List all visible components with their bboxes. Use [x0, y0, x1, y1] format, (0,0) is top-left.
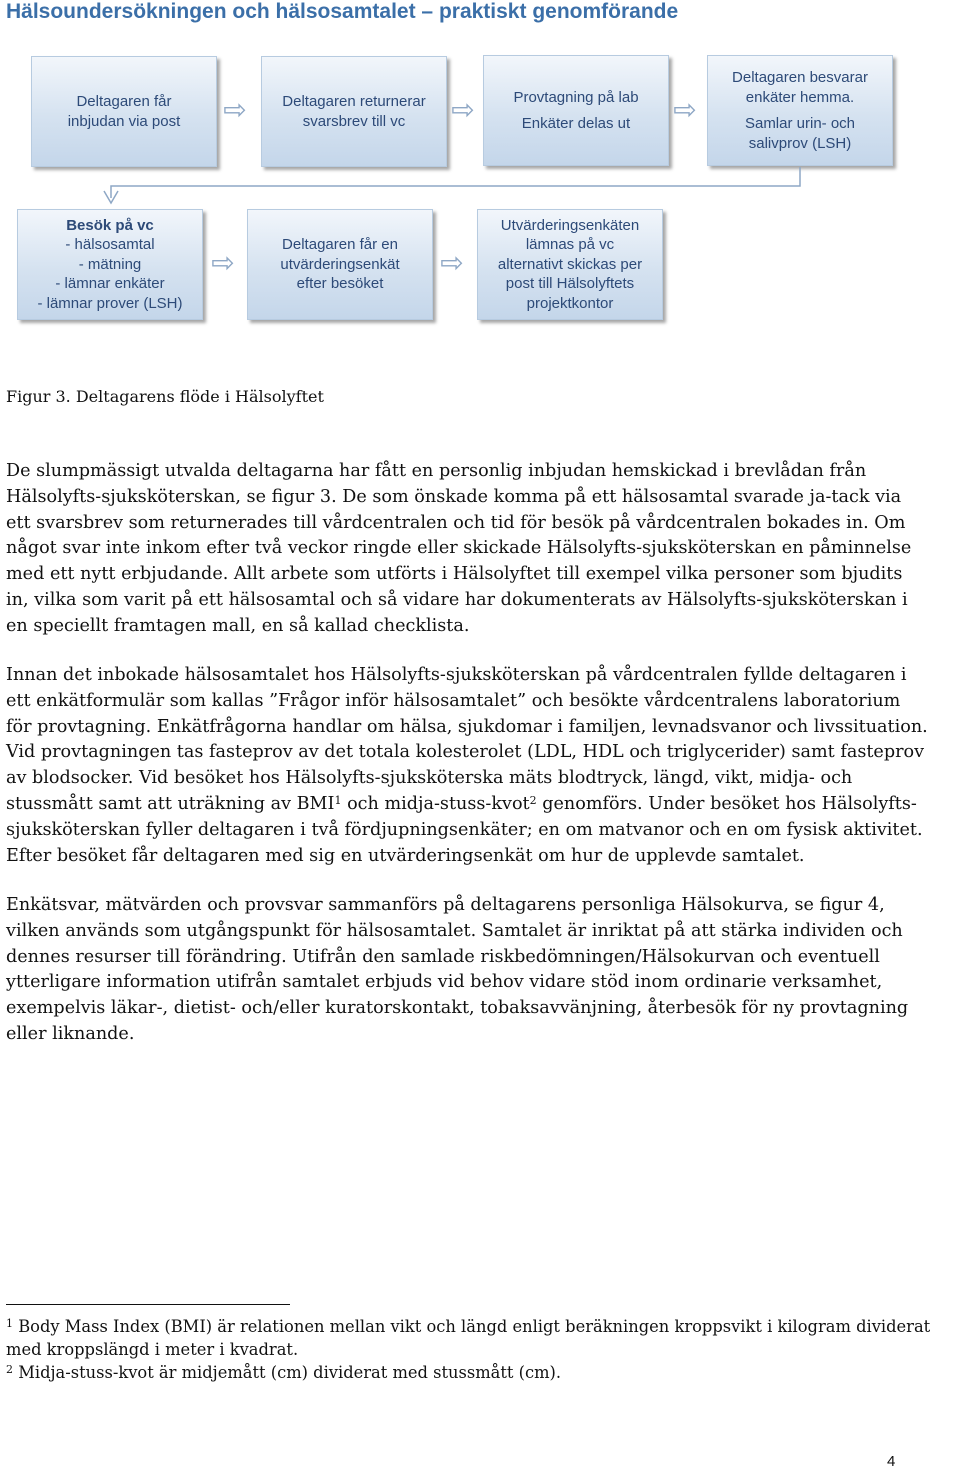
text-fragment: stussmått samt att uträkning av BMI	[6, 793, 335, 814]
text-fragment: och midja-stuss-kvot	[341, 793, 530, 814]
flow-box-text: enkäter hemma.	[745, 88, 855, 106]
flow-box-text: Deltagaren besvarar	[732, 69, 868, 86]
text-line: ett svarsbrev som returnerades till vårdcentralen och tid för besök på vårdcentralen bokades in. Om	[6, 512, 906, 533]
text-line: in, vilka som varit på ett hälsosamtal och så vidare har dokumenterats av Hälsolyfts-sjuksköterskan i	[6, 589, 908, 610]
footnote-ref-2: 2	[529, 793, 537, 807]
flow-box-text: - mätning	[78, 255, 142, 273]
flow-connector	[0, 0, 960, 220]
text-line: Efter besöket får deltagaren med sig en utvärderingsenkät om hur de upplevde samtalet.	[6, 845, 805, 866]
text-line: av blodsocker. Vid besöket hos Hälsolyfts-sjuksköterska mäts blodtryck, längd, vikt, midja- och	[6, 768, 853, 789]
page-number: 4	[887, 1453, 896, 1470]
footnote-2	[6, 1362, 956, 1385]
text-line: sjuksköterskan fyller deltagaren i två fördjupningsenkäter; en om matvanor och en om fysisk aktivitet.	[6, 819, 923, 840]
footnote-1	[6, 1316, 956, 1362]
flow-box-text: salivprov (LSH)	[748, 134, 852, 152]
flow-box-text: Provtagning på lab	[513, 88, 639, 106]
flow-box-text: - lämnar prover (LSH)	[37, 294, 183, 312]
footnote-text: Body Mass Index (BMI) är relationen mellan vikt och längd enligt beräkningen kroppsvikt i kilogram dividerat	[18, 1317, 931, 1336]
footnote-line	[6, 1316, 956, 1339]
footnote-divider	[6, 1304, 290, 1305]
footnote-line	[6, 1362, 956, 1385]
text-line-with-footnotes	[6, 792, 960, 818]
arrow-right-icon: ⇨	[223, 93, 247, 126]
flow-box-text: - hälsosamtal	[65, 236, 155, 254]
flow-box-submission	[477, 209, 663, 320]
footnote-marker: 2	[6, 1363, 13, 1376]
paragraph	[6, 893, 960, 1048]
text-line: eller liknande.	[6, 1023, 135, 1044]
arrow-right-icon: ⇨	[451, 93, 475, 126]
text-line: De slumpmässigt utvalda deltagarna har fått en personlig inbjudan hemskickad i brevlådan från	[6, 461, 867, 481]
paragraph	[6, 459, 960, 640]
flow-box-visit	[17, 209, 203, 320]
flow-box-text: - lämnar enkäter	[55, 275, 165, 293]
flow-box-text: post till Hälsolyftets	[505, 275, 635, 293]
flow-box-evaluation	[247, 209, 433, 320]
flow-box-text: Besök på vc	[66, 216, 154, 234]
arrow-right-icon: ⇨	[440, 246, 464, 279]
footnote-ref-1: 1	[334, 793, 342, 807]
flow-box-text: lämnas på vc	[525, 236, 615, 254]
flow-box-text: projektkontor	[526, 294, 614, 312]
arrow-right-icon: ⇨	[211, 246, 235, 279]
text-line: för provtagning. Enkätfrågorna handlar om hälsa, sjukdomar i familjen, levnadsvanor och livssituation.	[6, 716, 928, 737]
flow-box-text: Deltagaren returnerar	[282, 93, 426, 110]
flow-box-text: efter besöket	[296, 275, 384, 293]
text-line: Innan det inbokade hälsosamtalet hos Hälsolyfts-sjuksköterskan på vårdcentralen fyllde deltagaren i	[6, 665, 907, 685]
flow-box-text: Utvärderingsenkäten	[500, 216, 640, 234]
flow-box-text: Deltagaren får en	[282, 236, 398, 254]
arrow-right-icon: ⇨	[673, 93, 697, 126]
text-line: Vid provtagningen tas fasteprov av det totala kolesterolet (LDL, HDL och triglycerider) samt fasteprov	[6, 742, 925, 763]
flow-box-text: svarsbrev till vc	[302, 112, 406, 130]
text-fragment: genomförs. Under besöket hos Hälsolyfts-	[536, 793, 917, 814]
text-line: vilken används som utgångspunkt för hälsosamtalet. Samtalet är inriktat på att stärka individen och	[6, 920, 903, 941]
text-line: ytterligare information utifrån samtalet erbjuds vid behov vidare stöd inom ordinarie verksamhet,	[6, 972, 883, 993]
paragraph	[6, 663, 960, 869]
flow-box-text: Samlar urin- och	[744, 115, 856, 132]
text-line: exempelvis läkar-, dietist- och/eller kuratorskontakt, tobaksavvänjning, återbesök för ny provtagning	[6, 998, 909, 1019]
flow-box-text: Enkäter delas ut	[521, 115, 631, 132]
flow-box-text: inbjudan via post	[67, 112, 181, 130]
flow-box-text: Deltagaren får	[76, 93, 172, 110]
footnote-text: Midja-stuss-kvot är midjemått (cm) dividerat med stussmått (cm).	[18, 1363, 562, 1382]
footnote-line: med kroppslängd i meter i kvadrat.	[6, 1339, 299, 1359]
flow-box-text: alternativt skickas per	[497, 255, 643, 273]
text-line: något svar inte inkom efter två veckor ringde eller skickade Hälsolyfts-sjuksköterskan en påminnelse	[6, 538, 912, 559]
text-line: ett enkätformulär som kallas ”Frågor inför hälsosamtalet” och besökte vårdcentralens laboratorium	[6, 690, 901, 711]
page-title: Hälsoundersökningen och hälsosamtalet – praktiskt genomförande	[6, 0, 679, 23]
flow-box-text: utvärderingsenkät	[280, 255, 400, 273]
text-line: med ett nytt erbjudande. Allt arbete som utförts i Hälsolyftet till exempel vilka personer som bjudits	[6, 564, 903, 585]
text-line: en speciellt framtagen mall, en så kallad checklista.	[6, 615, 470, 636]
text-line: dennes resurser till förändring. Utifrån den samlade riskbedömningen/Hälsokurvan och eventuell	[6, 946, 880, 967]
footnote-marker: 1	[6, 1317, 13, 1330]
text-line: Enkätsvar, mätvärden och provsvar sammanförs på deltagarens personliga Hälsokurva, se figur 4,	[6, 895, 885, 915]
figure-caption: Figur 3. Deltagarens flöde i Hälsolyftet	[6, 387, 324, 406]
text-line: Hälsolyfts-sjuksköterskan, se figur 3. De som önskade komma på ett hälsosamtal svarade ja-tack via	[6, 486, 902, 507]
